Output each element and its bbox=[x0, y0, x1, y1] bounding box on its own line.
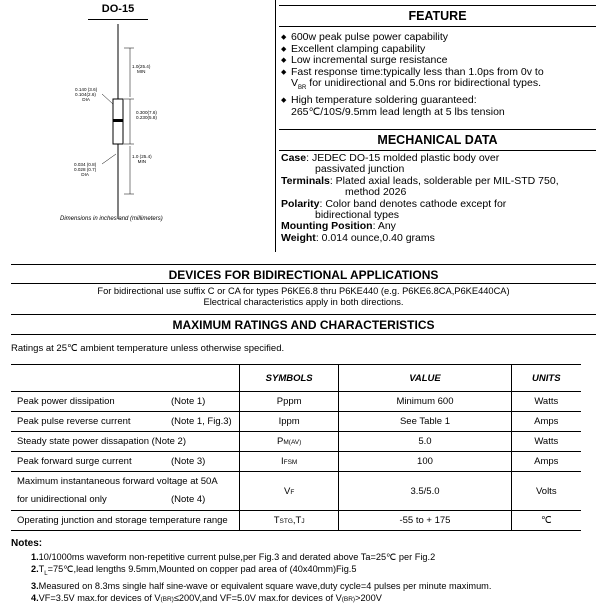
dim-lead-dia: 0.034 (0.8) 0.028 (0.7) DIA bbox=[74, 162, 97, 177]
mech-polarity: Polarity: Color band denotes cathode except for bbox=[281, 197, 507, 210]
feature-list bbox=[281, 32, 596, 118]
notes-section bbox=[11, 538, 491, 606]
mech-mounting: Mounting Position: Any bbox=[281, 220, 396, 233]
ratings-subtitle: Ratings at 25℃ ambient temperature unless otherwise specified. bbox=[11, 343, 285, 354]
note-3: 3.Measured on 8.3ms single half sine-wave or equivalent square wave,duty cycle=4 pulses per minute maximum. bbox=[31, 580, 492, 591]
package-title: DO-15 bbox=[101, 3, 135, 15]
table-row: Peak power dissipation (Note 1) Pppm Minimum 600 Watts bbox=[11, 392, 581, 412]
notes-title: Notes: bbox=[11, 538, 43, 549]
ratings-table bbox=[11, 364, 581, 531]
table-row: Peak forward surge current (Note 3) IFSM 100 Amps bbox=[11, 452, 581, 472]
feature-item: ◆ High temperature soldering guaranteed: 265℃/10S/9.5mm lead length at 5 lbs tension bbox=[281, 95, 596, 118]
dim-body-len: 0.300(7.6) 0.230(5.8) bbox=[136, 110, 157, 120]
mech-weight: Weight: 0.014 ounce,0.40 grams bbox=[281, 231, 435, 244]
package-caption: Dimensions in inches and (millimeters) bbox=[60, 216, 163, 222]
header-symbols: SYMBOLS bbox=[239, 365, 338, 392]
note-2: $2.T_L=75℃,lead$ lengths 9.5mm,Mounted on copper pad area of (40x40mm)Fig.5 bbox=[31, 564, 357, 577]
panel-divider bbox=[275, 0, 276, 252]
bidirectional-title: DEVICES FOR BIDIRECTIONAL APPLICATIONS bbox=[168, 268, 439, 282]
note-1: 1.10/1000ms waveform non-repetitive current pulse,per Fig.3 and derated above Ta=25℃ per Fig.2 bbox=[31, 552, 436, 562]
ratings-title: MAXIMUM RATINGS AND CHARACTERISTICS bbox=[172, 318, 435, 332]
feature-item: ◆ Excellent clamping capability bbox=[281, 44, 596, 56]
package-title-underline bbox=[88, 19, 148, 20]
feature-item: ◆ Low incremental surge resistance bbox=[281, 55, 596, 67]
dim-lead-bottom: 1.0 (25.4) MIN bbox=[132, 154, 152, 164]
feature-item: ◆ Fast response time:typically less than 1.0ps from 0v to $V_{BR}$ for unidirectional and 5.0ns ror bidirectional types. bbox=[281, 67, 596, 95]
feature-title: FEATURE bbox=[408, 9, 467, 23]
feature-item: ◆ 600w peak pulse power capability bbox=[281, 32, 596, 44]
bidirectional-line2: Electrical characteristics apply in both directions. bbox=[203, 297, 404, 307]
header-units: UNITS bbox=[511, 365, 581, 392]
do15-outline-drawing bbox=[60, 24, 180, 224]
table-row: Steady state power dissapation (Note 2) PM(AV) 5.0 Watts bbox=[11, 432, 581, 452]
table-header-row bbox=[11, 365, 581, 392]
table-row: Maximum instantaneous forward voltage at 50A for unidirectional only (Note 4) VF 3.5/5.0 Volts bbox=[11, 472, 581, 511]
mech-terminals: Terminals: Plated axial leads, solderable per MIL-STD 750, bbox=[281, 174, 559, 187]
mechanical-title: MECHANICAL DATA bbox=[377, 133, 498, 147]
dim-lead-top: 1.0(25.4) MIN bbox=[132, 64, 151, 74]
mech-case: Case: JEDEC DO-15 molded plastic body over bbox=[281, 152, 500, 164]
dim-body-dia: 0.140 (3.6) 0.104(2.6) DIA bbox=[75, 87, 98, 102]
table-row: Peak pulse reverse current (Note 1, Fig.3) Ippm See Table 1 Amps bbox=[11, 412, 581, 432]
note-4: 4.VF=3.5V max.for devices of V(BR)≤200V,and VF=5.0V max.for devices of V(BR)>200V bbox=[31, 592, 382, 603]
header-value: VALUE bbox=[339, 365, 511, 392]
bidirectional-line1: For bidirectional use suffix C or CA for types P6KE6.8 thru P6KE440 (e.g. P6KE6.8CA,P6KE440CA) bbox=[97, 286, 510, 296]
mechanical-body: Case: JEDEC DO-15 molded plastic body over passivated junction Terminals: Plated axial leads, solderable per MIL-STD 750, method 2026 Polarity: Color band denotes cathode except for bidirectional types Mounting Position: Any Weight: 0.014 ounce,0.40 grams bbox=[281, 153, 596, 244]
table-row: Operating junction and storage temperature range TSTG,TJ -55 to + 175 ℃ bbox=[11, 511, 581, 531]
